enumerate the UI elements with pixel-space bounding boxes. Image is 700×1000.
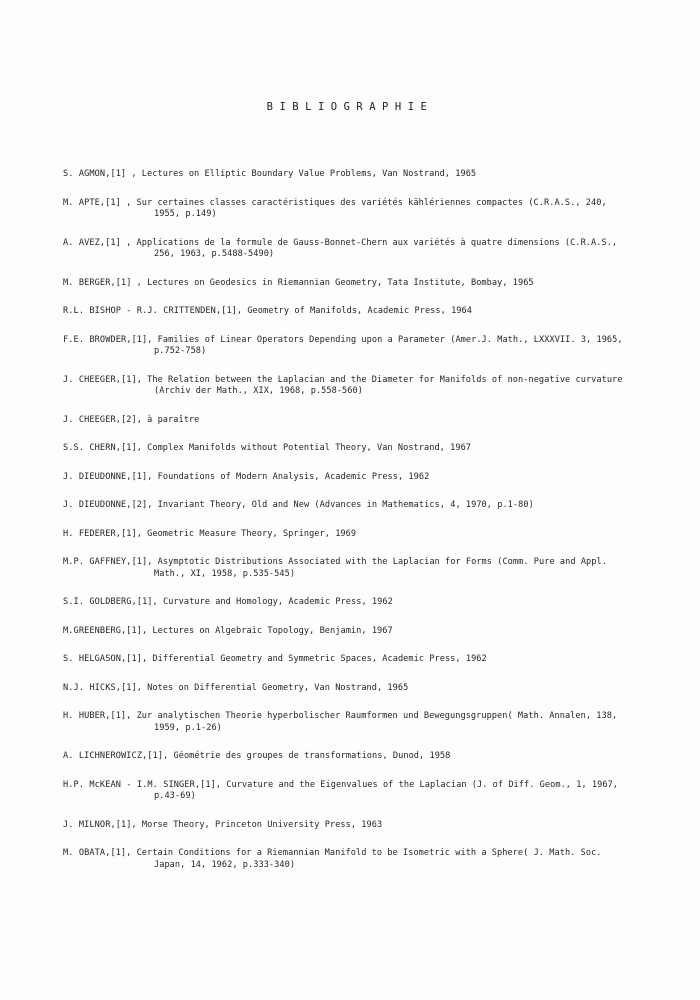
entry-ref-number: [1]: [147, 751, 164, 761]
entry-author: M.GREENBERG,: [63, 625, 127, 636]
bibliography-entry: [63, 780, 633, 803]
entry-author: J. CHEEGER,: [63, 414, 122, 425]
bibliography-entry: [63, 198, 633, 221]
entry-author: M.P. GAFFNEY,: [63, 557, 132, 567]
bibliography-entry: [63, 654, 633, 666]
bibliography-entry: [63, 557, 633, 580]
entry-text: , Geometric Measure Theory, Springer, 1969: [136, 528, 357, 539]
entry-author: N.J. HICKS,: [63, 682, 122, 693]
entry-ref-number: [1]: [131, 471, 148, 482]
entry-ref-number: [1]: [136, 597, 153, 607]
entry-text: , The Relation between the Laplacian and the Diameter for Manifolds of non-negative curvature (Archiv der Math., XIX, 1968, p.558-560): [136, 374, 623, 396]
entry-ref-number: [1]: [121, 443, 137, 453]
entry-text: , Applications de la formule de Gauss-Bonnet-Chern aux variétés à quatre dimensions (C.R.A.S., 256, 1963, p.5488-5490): [120, 237, 618, 259]
bibliography-entry: [63, 848, 633, 871]
entry-text: , Foundations of Modern Analysis, Academic Press, 1962: [147, 471, 430, 482]
entry-ref-number: [1]: [115, 277, 132, 288]
entry-author: F.E. BROWDER,: [63, 334, 132, 345]
bibliography-entry: [63, 529, 633, 541]
entry-text: , Complex Manifolds without Potential Theory, Van Nostrand, 1967: [136, 443, 472, 453]
entry-ref-number: [1]: [110, 169, 127, 179]
bibliography-entry: [63, 375, 633, 398]
entry-author: M. OBATA,: [63, 848, 111, 858]
bibliography-entry: [63, 415, 633, 427]
entry-ref-number: [1]: [105, 197, 121, 208]
entry-author: R.L. BISHOP - R.J. CRITTENDEN,: [63, 306, 222, 316]
entry-text: , Geometry of Manifolds, Academic Press, 1964: [236, 306, 472, 316]
entry-text: , Zur analytischen Theorie hyperbolischer Raumformen und Bewegungsgruppen( Math. Annalen, 138, 1959, p.1-26): [126, 711, 618, 733]
entry-ref-number: [1]: [221, 306, 237, 316]
entry-author: J. DIEUDONNE,: [63, 500, 132, 510]
entry-text: , Morse Theory, Princeton University Press, 1963: [131, 819, 383, 830]
entry-ref-number: [1]: [110, 711, 127, 721]
bibliography-entry: [63, 238, 633, 261]
bibliography-entry: [63, 472, 633, 484]
entry-ref-number: [1]: [131, 334, 148, 345]
entry-ref-number: [1]: [105, 237, 121, 248]
entry-ref-number: [2]: [121, 414, 137, 425]
entry-author: A. LICHNEROWICZ,: [63, 751, 148, 761]
entry-text: , Lectures on Algebraic Topology, Benjamin, 1967: [141, 625, 393, 636]
entry-author: S.I. GOLDBERG,: [63, 597, 137, 607]
entry-ref-number: [1]: [121, 374, 137, 385]
entry-author: A. AVEZ,: [63, 237, 106, 248]
entry-author: M. BERGER,: [63, 277, 116, 288]
entry-author: S. AGMON,: [63, 169, 111, 179]
entry-author: S. HELGASON,: [63, 654, 127, 664]
bibliography-entry: [63, 820, 633, 832]
entry-text: , Families of Linear Operators Depending upon a Parameter (Amer.J. Math., LXXXVII. 3, 1965, p.752-758): [147, 334, 623, 356]
entry-author: H. FEDERER,: [63, 528, 122, 539]
page-title: BIBLIOGRAPHIE: [266, 101, 434, 113]
entry-text: , à paraître: [136, 414, 200, 425]
entry-author: J. CHEEGER,: [63, 374, 122, 385]
entry-ref-number: [2]: [131, 500, 148, 510]
bibliography-list: [63, 169, 633, 888]
entry-text: , Sur certaines classes caractéristiques des variétés kählériennes compactes (C.R.A.S., 240, 1955, p.149): [120, 197, 607, 219]
entry-author: H. HUBER,: [63, 711, 111, 721]
entry-text: , Lectures on Elliptic Boundary Value Problems, Van Nostrand, 1965: [126, 169, 477, 179]
entry-text: , Asymptotic Distributions Associated with the Laplacian for Forms (Comm. Pure and Appl. Math., XI, 1958, p.535-545): [147, 557, 607, 579]
bibliography-entry: [63, 683, 633, 695]
bibliography-entry: [63, 597, 633, 609]
entry-ref-number: [1]: [121, 682, 137, 693]
bibliography-entry: [63, 751, 633, 763]
bibliography-entry: [63, 626, 633, 638]
entry-text: , Notes on Differential Geometry, Van Nostrand, 1965: [136, 682, 409, 693]
entry-text: , Certain Conditions for a Riemannian Manifold to be Isometric with a Sphere( J. Math. Soc. Japan, 14, 1962, p.333-340): [126, 848, 602, 870]
entry-ref-number: [1]: [200, 779, 216, 790]
entry-text: , Curvature and the Eigenvalues of the Laplacian (J. of Diff. Geom., 1, 1967, p.43-69): [154, 779, 619, 801]
entry-ref-number: [1]: [121, 528, 137, 539]
bibliography-entry: [63, 335, 633, 358]
entry-text: , Curvature and Homology, Academic Press, 1962: [152, 597, 393, 607]
entry-text: , Differential Geometry and Symmetric Spaces, Academic Press, 1962: [141, 654, 487, 664]
bibliography-entry: [63, 169, 633, 181]
entry-author: S.S. CHERN,: [63, 443, 122, 453]
entry-text: , Invariant Theory, Old and New (Advances in Mathematics, 4, 1970, p.1-80): [147, 500, 534, 510]
entry-ref-number: [1]: [126, 625, 142, 636]
entry-author: J. MILNOR,: [63, 819, 116, 830]
bibliography-entry: [63, 443, 633, 455]
entry-ref-number: [1]: [115, 819, 132, 830]
bibliography-entry: [63, 500, 633, 512]
bibliography-entry: [63, 306, 633, 318]
entry-ref-number: [1]: [110, 848, 127, 858]
entry-author: H.P. McKEAN - I.M. SINGER,: [63, 779, 201, 790]
entry-ref-number: [1]: [126, 654, 142, 664]
entry-text: , Géométrie des groupes de transformations, Dunod, 1958: [163, 751, 451, 761]
entry-author: J. DIEUDONNE,: [63, 471, 132, 482]
bibliography-entry: [63, 278, 633, 290]
bibliography-entry: [63, 711, 633, 734]
entry-text: , Lectures on Geodesics in Riemannian Geometry, Tata Institute, Bombay, 1965: [131, 277, 534, 288]
entry-author: M. APTE,: [63, 197, 106, 208]
entry-ref-number: [1]: [131, 557, 148, 567]
